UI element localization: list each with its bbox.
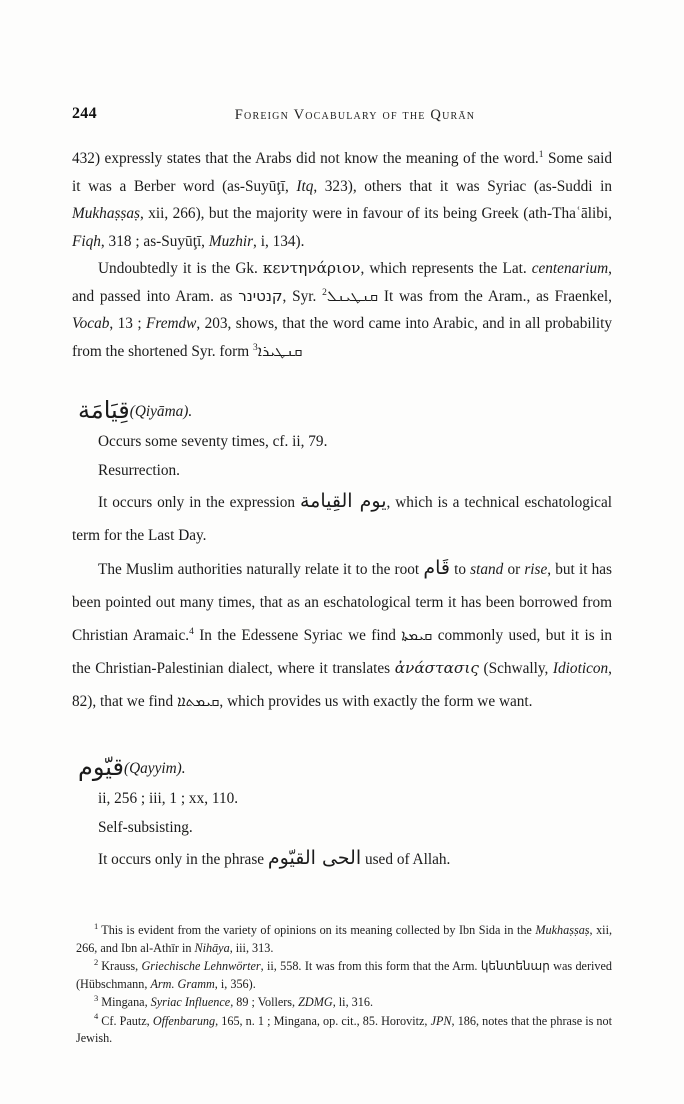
arabic-phrase-yawm-al-qiyama: يوم القِيامة: [299, 490, 387, 512]
para2-seg1: Undoubtedly it is the Gk.: [98, 260, 263, 277]
entry-occurrences: Occurs some seventy times, cf. ii, 79.: [98, 433, 328, 450]
entry-heading: [72, 395, 612, 427]
footnote-2-seg4: , i, 356).: [214, 976, 256, 991]
para2-italic-fremdw: Fremdw: [145, 315, 197, 332]
footnote-1-italic-2: Nihāya: [194, 940, 230, 955]
entry-references: ii, 256 ; iii, 1 ; xx, 110.: [98, 790, 239, 807]
lemma-arabic-qiyama: قِيَامَة: [78, 396, 130, 424]
footnote-3: [76, 994, 612, 1012]
s1p2-seg7: (Schwally,: [478, 660, 553, 677]
footnote-1-marker: 1: [94, 920, 99, 931]
syriac-word-1: ܩܢܛܝܢܠ: [326, 286, 379, 305]
footnote-4-seg3: , 186, notes that the phrase is not Jewish.: [76, 1013, 613, 1045]
footnote-3-seg1: Mingana,: [101, 995, 151, 1009]
entry-heading: [72, 752, 612, 784]
armenian-word: կենտենար: [480, 959, 550, 973]
lemma-translit-qayyim: (Qayyim).: [123, 760, 186, 777]
footnote-3-seg2: , 89 ; Vollers,: [230, 995, 299, 1009]
para2-seg4: , Syr.: [282, 287, 323, 305]
s2p1-seg1: It occurs only in the phrase: [98, 851, 268, 868]
entry-paragraph-1: [72, 485, 612, 552]
entry-gloss: Resurrection.: [98, 462, 180, 479]
para1-italic-1: Itq: [296, 177, 314, 195]
footnote-ref-4: 4: [189, 626, 194, 637]
footnote-4-italic-2: JPN: [430, 1013, 452, 1028]
footnote-2-italic-2: Arm. Gramm: [150, 976, 215, 991]
footnotes: [76, 922, 612, 1049]
footnote-ref-3: 3: [252, 342, 258, 353]
footnote-4-seg2: , 165, n. 1 ; Mingana, op. cit., 85. Horovitz,: [215, 1013, 431, 1028]
arabic-phrase-al-hayy-al-qayyum: الحى القيّوم: [267, 847, 362, 869]
para1-italic-2: Mukhaṣṣaṣ: [72, 205, 140, 222]
footnote-3-seg3: , li, 316.: [332, 995, 373, 1009]
body-text: [72, 145, 612, 876]
footnote-3-italic-2: ZDMG: [298, 995, 333, 1009]
footnote-1-seg2: , xii, 266, and Ibn al-Athīr in: [76, 923, 613, 955]
syriac-word-2: ܩܢܛܝܪܐ: [257, 341, 303, 360]
paragraph-2: [72, 255, 612, 365]
s1p2-italic-idioticon: Idioticon: [552, 660, 609, 677]
para2-seg3: , and passed into Aram. as: [72, 260, 612, 305]
page-text-block: [72, 0, 612, 1104]
footnote-4-marker: 4: [94, 1011, 99, 1022]
para2-seg7: , 203, shows, that the word came into Arabic, and in all probability from the shortened Syr. form: [72, 315, 612, 360]
s1p2-seg1: The Muslim authorities naturally relate it to the root: [98, 561, 424, 578]
entry-paragraph-2: [72, 552, 612, 718]
footnote-1: [76, 922, 612, 957]
s2p1-seg2: used of Allah.: [361, 851, 451, 868]
footnote-2: [76, 958, 612, 993]
footnote-3-marker: 3: [94, 992, 99, 1003]
s1p2-seg9: , which provides us with exactly the form we want.: [219, 693, 533, 710]
para1-seg4: , xii, 266), but the majority were in favour of its being Greek (ath-Thaʿālibi,: [140, 205, 612, 222]
footnote-2-marker: 2: [94, 956, 99, 967]
footnote-1-seg1: This is evident from the variety of opinions on its meaning collected by Ibn Sida in the: [101, 923, 536, 937]
footnote-2-seg2: , ii, 558. It was from this form that the Arm.: [260, 959, 481, 973]
para1-italic-3: Fiqh: [72, 232, 101, 250]
s1p1-seg2: , which is a technical eschatological term for the Last Day.: [72, 494, 612, 544]
footnote-4: [76, 1013, 612, 1048]
running-head: [72, 105, 612, 127]
lemma-translit-qiyama: (Qiyāma).: [129, 403, 193, 420]
syriac-word-4: ܩܝܡܬܐܐ: [176, 692, 220, 710]
s1p2-seg6: commonly used, but it is in the Christian-Palestinian dialect, where it translates: [72, 627, 612, 677]
para1-italic-4: Muzhir: [208, 232, 254, 250]
s1p2-italic-stand: stand: [470, 561, 504, 578]
greek-word-kentenarion: κεντηνάριον: [262, 259, 361, 277]
para1-seg2: Some said it was a Berber word (as-Suyūţī,: [72, 150, 613, 195]
footnote-1-italic-1: Mukhaṣṣaṣ: [535, 923, 590, 937]
footnote-2-seg1: Krauss,: [101, 959, 142, 973]
footnote-1-seg3: , iii, 313.: [229, 940, 274, 955]
footnote-ref-1: 1: [538, 149, 544, 160]
syriac-word-3: ܩܝܡܬܐ: [401, 626, 433, 644]
footnote-4-italic-1: Offenbarung: [152, 1013, 216, 1028]
page-number: 244: [72, 105, 97, 122]
s1p2-seg5: In the Edessene Syriac we find: [193, 627, 402, 644]
para2-seg6: , 13 ;: [109, 315, 146, 332]
entry-qiyama: [72, 395, 612, 718]
s1p1-seg1: It occurs only in the expression: [98, 494, 300, 511]
latin-centenarium: centenarium: [531, 260, 609, 277]
para1-seg6: , i, 134).: [253, 232, 305, 250]
para2-italic-vocab: Vocab: [72, 315, 110, 332]
s1p2-seg3: or: [503, 561, 525, 578]
footnote-2-seg3: was derived (Hübschmann,: [76, 959, 613, 991]
paragraph-1: [72, 145, 612, 255]
footnote-4-seg1: Cf. Pautz,: [101, 1013, 153, 1028]
page-title: Foreign Vocabulary of the Qurān: [234, 107, 476, 123]
s1p2-seg4: , but it has been pointed out many times, that as an eschatological term it has been borrowed from Christian Aramaic.: [72, 561, 612, 644]
hebrew-word: קנטינר: [238, 286, 283, 305]
para1-seg3: , 323), others that it was Syriac (as-Suddi in: [313, 177, 612, 195]
footnote-3-italic-1: Syriac Influence: [150, 995, 231, 1009]
para1-seg5: , 318 ; as-Suyūţī,: [100, 232, 209, 250]
footnote-2-italic-1: Griechische Lehnwörter: [141, 959, 261, 973]
entry-qayyim: [72, 752, 612, 876]
entry-gloss: Self-subsisting.: [98, 819, 193, 836]
arabic-root-qama: قَام: [423, 557, 450, 579]
entry-paragraph-1: [72, 842, 612, 876]
s1p2-seg2: to: [449, 561, 471, 578]
greek-word-anastasis: ἀνάστασις: [394, 659, 479, 677]
s1p2-seg8: , 82), that we find: [72, 660, 612, 710]
s1p2-italic-rise: rise: [524, 561, 548, 578]
para2-seg2: , which represents the Lat.: [360, 260, 532, 277]
lemma-arabic-qayyim: قيّوم: [78, 753, 124, 781]
footnote-ref-2: 2: [322, 287, 327, 298]
para2-seg5: It was from the Aram., as Fraenkel,: [378, 287, 613, 305]
para1-seg1: 432) expressly states that the Arabs did not know the meaning of the word.: [72, 150, 539, 167]
